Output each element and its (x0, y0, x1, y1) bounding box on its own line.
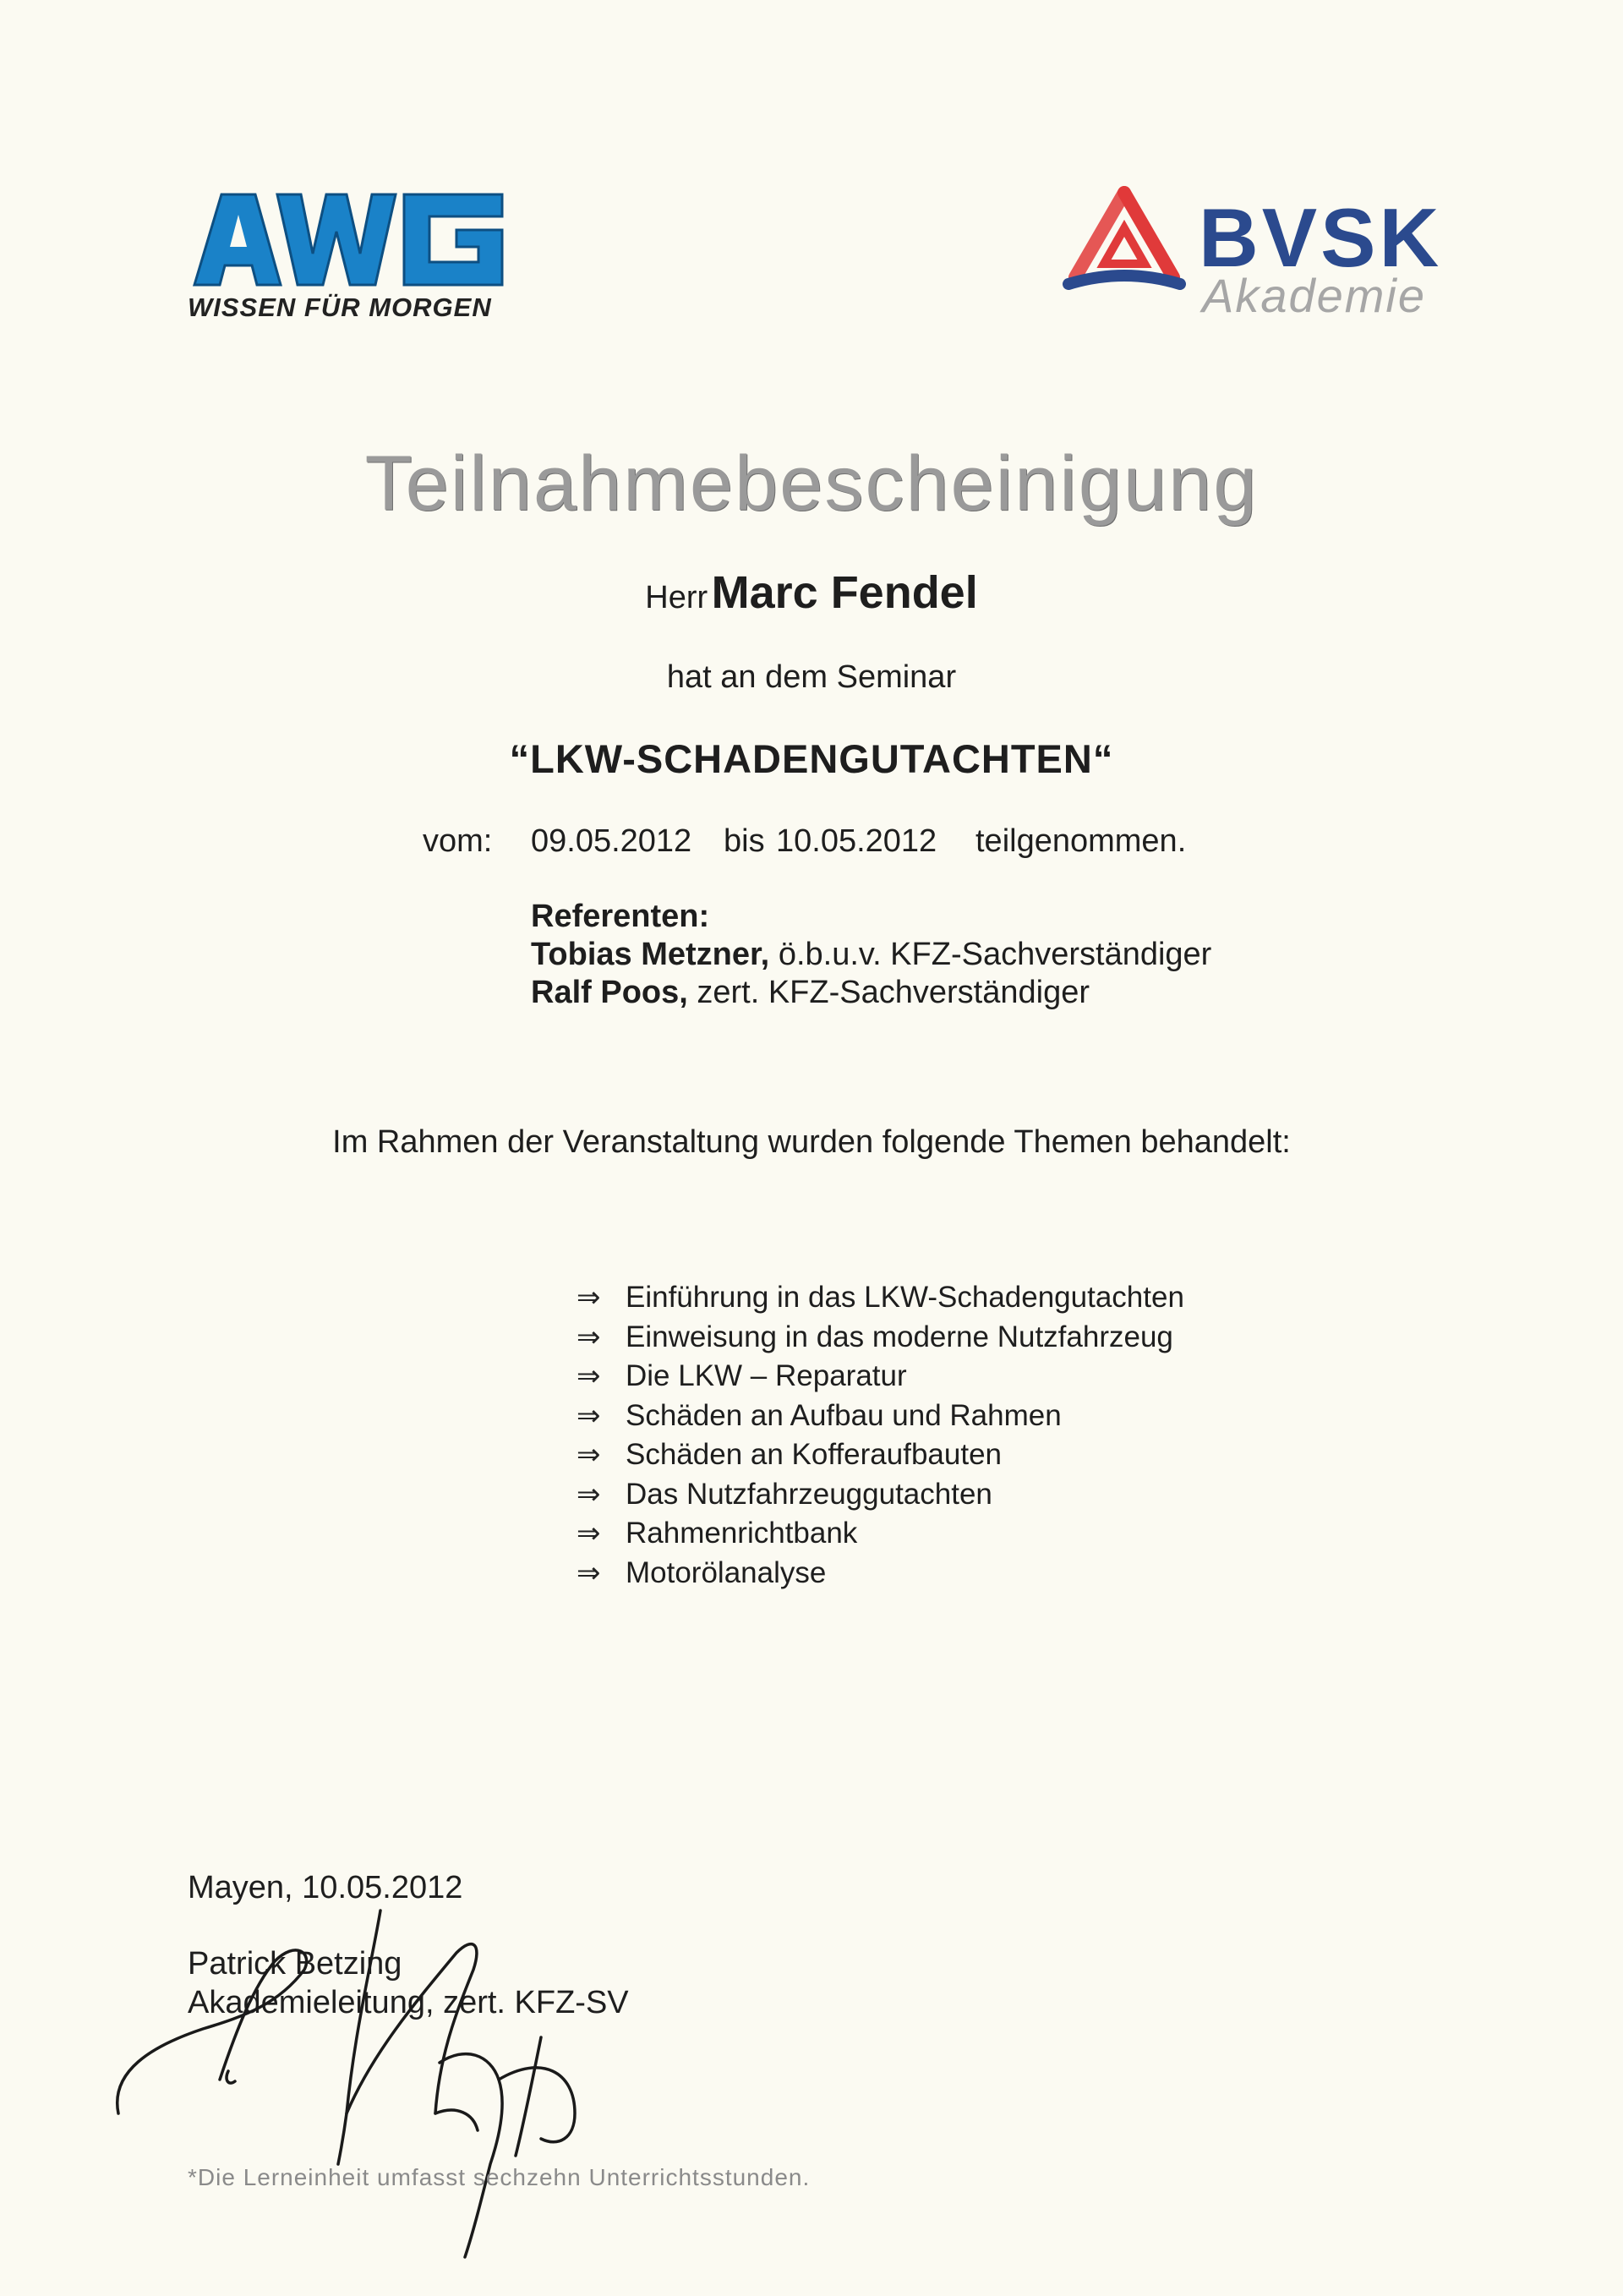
awg-logo-mark (188, 188, 509, 289)
arrow-right-icon: ⇒ (577, 1439, 601, 1471)
signer-name: Patrick Betzing (188, 1946, 402, 1982)
speaker-title: zert. KFZ-Sachverständiger (697, 975, 1090, 1010)
speaker-name: Ralf Poos, (531, 975, 688, 1010)
date-from: 09.05.2012 (531, 823, 692, 859)
participant-name: Marc Fendel (711, 567, 978, 618)
speakers-heading: Referenten: (531, 899, 710, 934)
signer-role: Akademieleitung, zert. KFZ-SV (188, 1985, 629, 2020)
participant-line (0, 566, 1623, 619)
list-item: ⇒ Rahmenrichtbank (577, 1514, 1184, 1554)
awg-logo (188, 188, 509, 331)
date-to: 10.05.2012 (776, 823, 937, 859)
topics-list (577, 1278, 1184, 1593)
date-suffix: teilgenommen. (975, 823, 1187, 859)
list-item: ⇒ Einführung in das LKW-Schadengutachten (577, 1278, 1184, 1318)
list-item: ⇒ Die LKW – Reparatur (577, 1357, 1184, 1397)
bvsk-name: BVSK (1199, 191, 1443, 284)
date-label: vom: (423, 823, 493, 859)
awg-tagline: WISSEN FÜR MORGEN (188, 292, 492, 322)
list-item: ⇒ Schäden an Kofferaufbauten (577, 1435, 1184, 1475)
arrow-right-icon: ⇒ (577, 1320, 601, 1353)
speaker-row (531, 974, 1211, 1012)
arrow-right-icon: ⇒ (577, 1282, 601, 1314)
list-item: ⇒ Schäden an Aufbau und Rahmen (577, 1397, 1184, 1436)
list-item: ⇒ Motorölanalyse (577, 1554, 1184, 1594)
certificate-title: Teilnahmebescheinigung (364, 440, 1259, 527)
speaker-name: Tobias Metzner, (531, 937, 770, 972)
list-item: ⇒ Das Nutzfahrzeuggutachten (577, 1475, 1184, 1515)
place-date: Mayen, 10.05.2012 (188, 1870, 463, 1905)
footnote: *Die Lerneinheit umfasst sechzehn Unterrichtsstunden. (188, 2164, 811, 2190)
arrow-right-icon: ⇒ (577, 1478, 601, 1511)
list-item: ⇒ Einweisung in das moderne Nutzfahrzeug (577, 1318, 1184, 1358)
arrow-right-icon: ⇒ (577, 1517, 601, 1550)
arrow-right-icon: ⇒ (577, 1360, 601, 1392)
themes-intro: Im Rahmen der Veranstaltung wurden folgende Themen behandelt: (332, 1124, 1291, 1160)
bvsk-subtitle: Akademie (1202, 269, 1427, 322)
salutation: Herr (645, 580, 708, 615)
bvsk-triangle-icon (1057, 186, 1192, 296)
speakers-block (531, 898, 1211, 1012)
speaker-row (531, 936, 1211, 974)
arrow-right-icon: ⇒ (577, 1399, 601, 1432)
seminar-intro: hat an dem Seminar (666, 659, 957, 695)
arrow-right-icon: ⇒ (577, 1556, 601, 1589)
speaker-title: ö.b.u.v. KFZ-Sachverständiger (778, 937, 1212, 972)
seminar-title: “LKW-SCHADENGUTACHTEN“ (509, 736, 1114, 781)
bvsk-logo (1057, 178, 1443, 338)
date-to-label: bis (724, 823, 765, 859)
handwritten-signature (101, 1860, 642, 2282)
